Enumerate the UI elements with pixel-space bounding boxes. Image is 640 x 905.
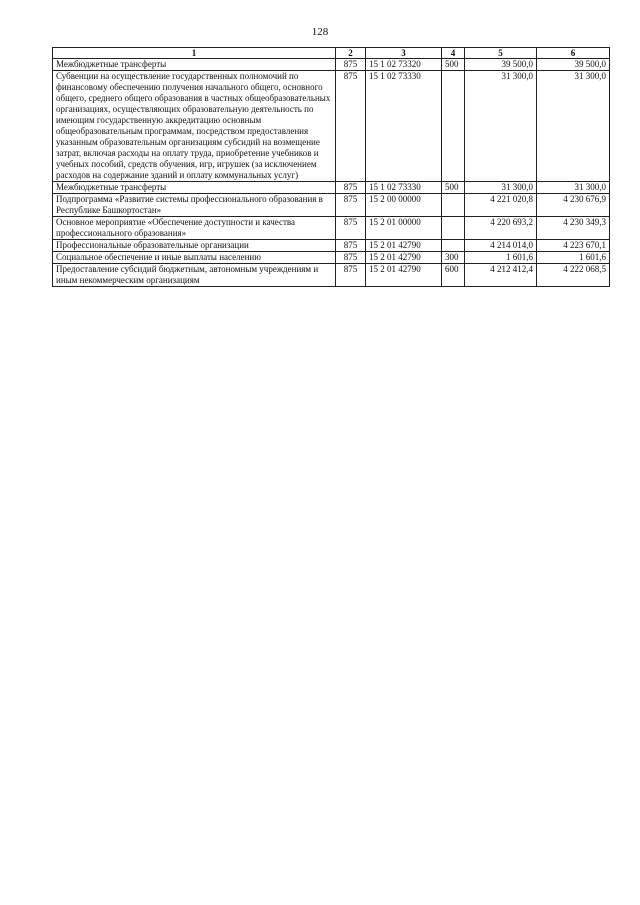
row-expense-type-cell: 300 <box>442 252 465 264</box>
row-ministry-cell: 875 <box>336 59 366 71</box>
row-ministry-cell: 875 <box>336 264 366 287</box>
row-year1-amount-cell: 4 212 412,4 <box>465 264 537 287</box>
table-row <box>53 71 610 182</box>
row-year1-amount-cell: 39 500,0 <box>465 59 537 71</box>
header-cell: 2 <box>336 48 366 59</box>
table-row <box>53 252 610 264</box>
row-year1-amount-cell: 4 220 693,2 <box>465 217 537 240</box>
row-name-cell: Основное мероприятие «Обеспечение доступности и качества профессионального образования» <box>53 217 336 240</box>
row-year1-amount-cell: 31 300,0 <box>465 71 537 182</box>
table-row <box>53 182 610 194</box>
row-year2-amount-cell: 4 230 349,3 <box>537 217 610 240</box>
row-name-cell: Подпрограмма «Развитие системы профессионального образования в Республике Башкортостан» <box>53 194 336 217</box>
row-year2-amount-cell: 4 230 676,9 <box>537 194 610 217</box>
header-cell: 1 <box>53 48 336 59</box>
row-target-article-cell: 15 2 01 42790 <box>366 240 442 252</box>
row-year2-amount-cell: 31 300,0 <box>537 182 610 194</box>
table-row <box>53 240 610 252</box>
table-row <box>53 217 610 240</box>
row-name-cell: Предоставление субсидий бюджетным, автономным учреждениям и иным некоммерческим организациям <box>53 264 336 287</box>
table-row <box>53 59 610 71</box>
row-expense-type-cell <box>442 71 465 182</box>
header-cell: 6 <box>537 48 610 59</box>
row-name-cell: Межбюджетные трансферты <box>53 182 336 194</box>
header-cell: 5 <box>465 48 537 59</box>
row-target-article-cell: 15 1 02 73320 <box>366 59 442 71</box>
row-expense-type-cell <box>442 194 465 217</box>
row-ministry-cell: 875 <box>336 217 366 240</box>
row-target-article-cell: 15 2 00 00000 <box>366 194 442 217</box>
row-target-article-cell: 15 2 01 00000 <box>366 217 442 240</box>
row-name-cell: Профессиональные образовательные организации <box>53 240 336 252</box>
row-expense-type-cell: 500 <box>442 182 465 194</box>
row-expense-type-cell: 600 <box>442 264 465 287</box>
table-body <box>53 59 610 287</box>
row-target-article-cell: 15 1 02 73330 <box>366 71 442 182</box>
header-cell: 3 <box>366 48 442 59</box>
row-year2-amount-cell: 1 601,6 <box>537 252 610 264</box>
row-year1-amount-cell: 1 601,6 <box>465 252 537 264</box>
row-ministry-cell: 875 <box>336 194 366 217</box>
row-ministry-cell: 875 <box>336 252 366 264</box>
row-name-cell: Субвенции на осуществление государственных полномочий по финансовому обеспечению получения начального общего, основного общего, среднего общего образования в частных общеобразовательных организациях, осуществляющих образовательную деятельность по имеющим государственную аккредитацию основным общеобразовательным программам, посредством предоставления указанным образовательным организациям субсидий на возмещение затрат, включая расходы на оплату труда, приобретение учебников и учебных пособий, средств обучения, игр, игрушек (за исключением расходов на содержание зданий и оплату коммунальных услуг) <box>53 71 336 182</box>
row-target-article-cell: 15 2 01 42790 <box>366 264 442 287</box>
row-year1-amount-cell: 4 221 020,8 <box>465 194 537 217</box>
row-target-article-cell: 15 2 01 42790 <box>366 252 442 264</box>
row-year2-amount-cell: 31 300,0 <box>537 71 610 182</box>
row-expense-type-cell: 500 <box>442 59 465 71</box>
row-year2-amount-cell: 4 222 068,5 <box>537 264 610 287</box>
row-ministry-cell: 875 <box>336 240 366 252</box>
row-year2-amount-cell: 39 500,0 <box>537 59 610 71</box>
row-expense-type-cell <box>442 240 465 252</box>
row-year2-amount-cell: 4 223 670,1 <box>537 240 610 252</box>
row-ministry-cell: 875 <box>336 71 366 182</box>
header-cell: 4 <box>442 48 465 59</box>
header-row <box>53 48 610 59</box>
row-expense-type-cell <box>442 217 465 240</box>
row-name-cell: Межбюджетные трансферты <box>53 59 336 71</box>
row-year1-amount-cell: 31 300,0 <box>465 182 537 194</box>
page-number: 128 <box>311 26 329 38</box>
row-name-cell: Социальное обеспечение и иные выплаты населению <box>53 252 336 264</box>
row-ministry-cell: 875 <box>336 182 366 194</box>
budget-table <box>52 47 610 287</box>
row-target-article-cell: 15 1 02 73330 <box>366 182 442 194</box>
table-row <box>53 264 610 287</box>
table-row <box>53 194 610 217</box>
row-year1-amount-cell: 4 214 014,0 <box>465 240 537 252</box>
